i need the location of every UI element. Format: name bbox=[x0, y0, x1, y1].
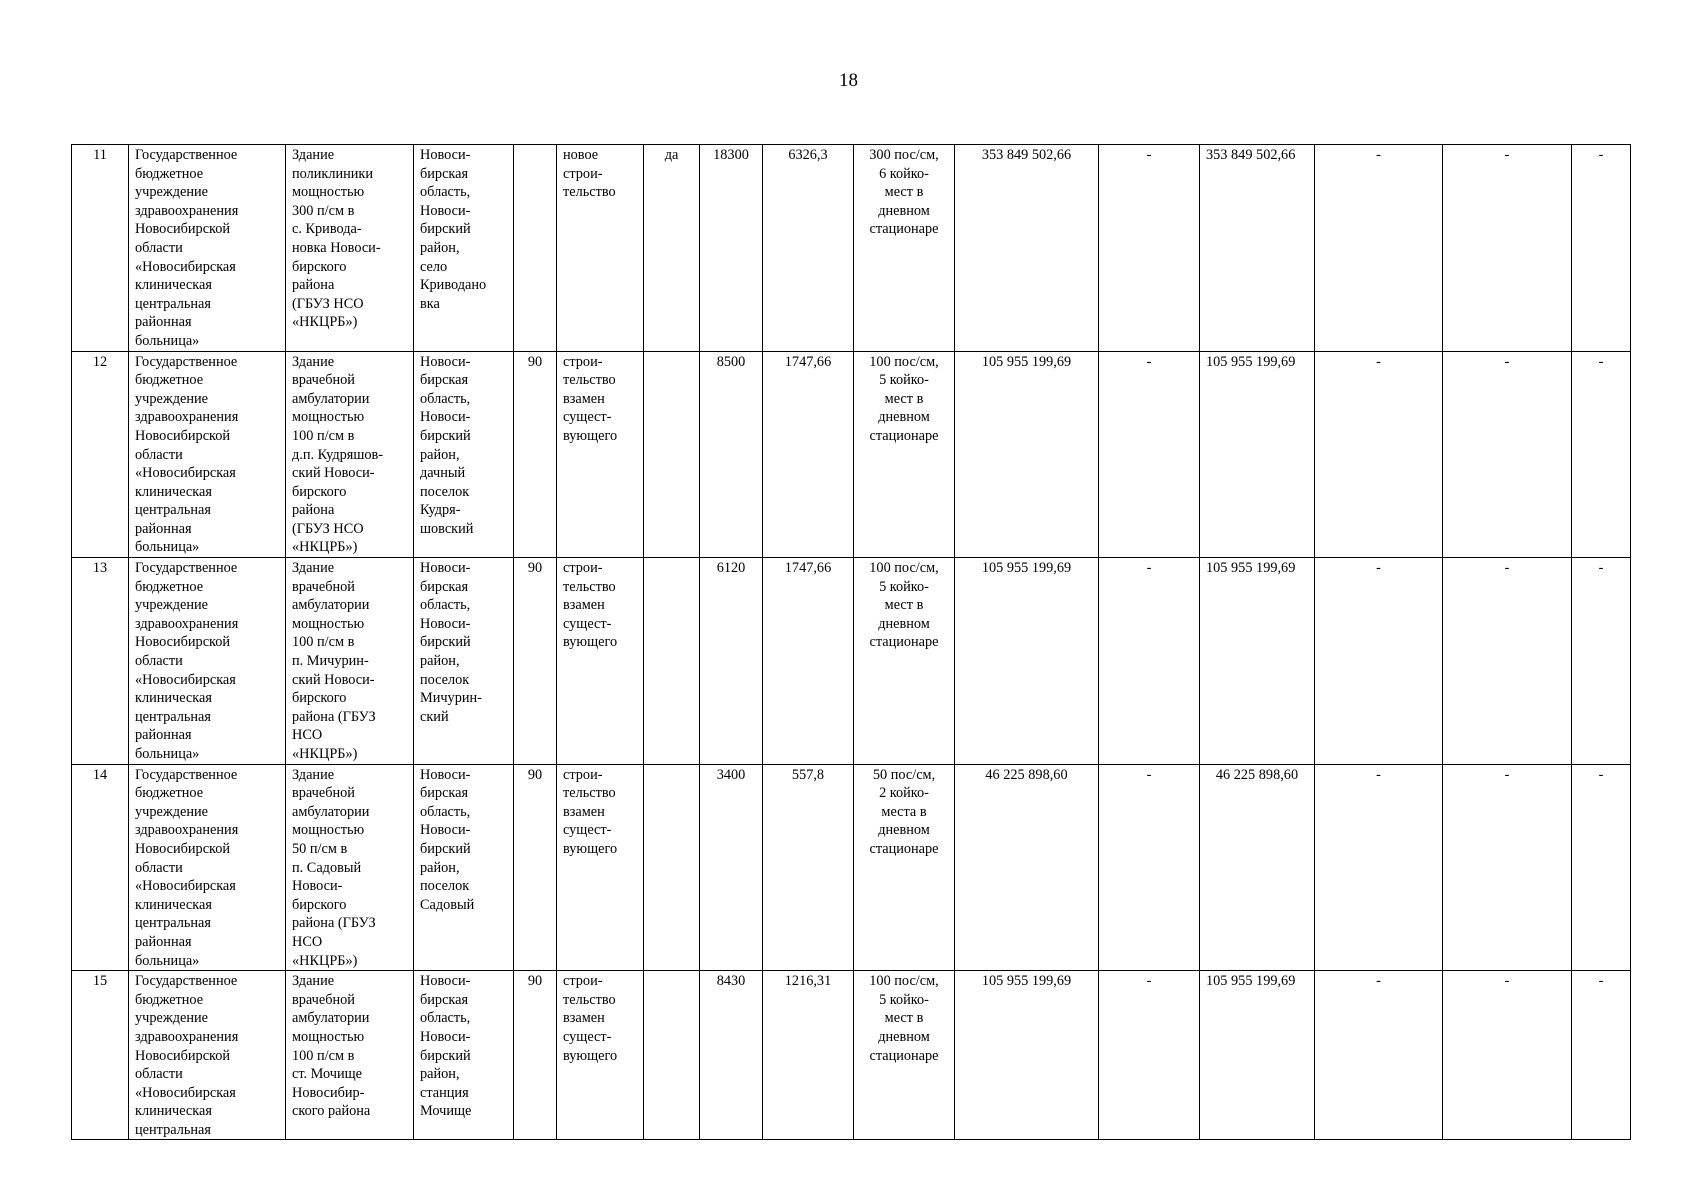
cost-cell: 3400 bbox=[700, 764, 763, 971]
construction-type-cell: строи- тельство взамен сущест- вующего bbox=[557, 351, 644, 558]
wear-cell bbox=[514, 145, 557, 352]
table-row bbox=[72, 764, 1631, 971]
wear-cell: 90 bbox=[514, 558, 557, 765]
area-cell: 1747,66 bbox=[763, 558, 854, 765]
object-cell: Здание врачебной амбулатории мощностью 100 п/см в д.п. Кудряшов- ский Новоси- бирского района (ГБУЗ НСО «НКЦРБ») bbox=[286, 351, 414, 558]
table-row bbox=[72, 558, 1631, 765]
capacity-cell: 100 пос/см, 5 койко- мест в дневном стационаре bbox=[854, 558, 955, 765]
table-row bbox=[72, 351, 1631, 558]
capacity-cell: 50 пос/см, 2 койко- места в дневном стационаре bbox=[854, 764, 955, 971]
institution-cell: Государственное бюджетное учреждение здравоохранения Новосибирской области «Новосибирская клиническая центральная районная больница» bbox=[129, 145, 286, 352]
page-number: 18 bbox=[839, 70, 858, 91]
funding-cell: - bbox=[1572, 971, 1631, 1140]
funding-cell: - bbox=[1572, 351, 1631, 558]
flag-cell bbox=[644, 558, 700, 765]
flag-cell: да bbox=[644, 145, 700, 352]
location-cell: Новоси- бирская область, Новоси- бирский район, дачный поселок Кудря- шовский bbox=[414, 351, 514, 558]
funding-cell: - bbox=[1315, 971, 1443, 1140]
cost-cell: 8430 bbox=[700, 971, 763, 1140]
object-cell: Здание врачебной амбулатории мощностью 100 п/см в ст. Мочище Новосибир- ского района bbox=[286, 971, 414, 1140]
funding-cell: 105 955 199,69 bbox=[1200, 971, 1315, 1140]
funding-cell: - bbox=[1099, 558, 1200, 765]
funding-cell: - bbox=[1572, 558, 1631, 765]
institution-cell: Государственное бюджетное учреждение здравоохранения Новосибирской области «Новосибирская клиническая центральная районная больница» bbox=[129, 764, 286, 971]
total-cell: 105 955 199,69 bbox=[955, 971, 1099, 1140]
wear-cell: 90 bbox=[514, 764, 557, 971]
funding-cell: - bbox=[1443, 351, 1572, 558]
funding-cell: - bbox=[1099, 764, 1200, 971]
funding-cell: - bbox=[1443, 558, 1572, 765]
funding-cell: - bbox=[1315, 764, 1443, 971]
total-cell: 46 225 898,60 bbox=[955, 764, 1099, 971]
funding-cell: 105 955 199,69 bbox=[1200, 351, 1315, 558]
object-cell: Здание врачебной амбулатории мощностью 100 п/см в п. Мичурин- ский Новоси- бирского района (ГБУЗ НСО «НКЦРБ») bbox=[286, 558, 414, 765]
funding-cell: - bbox=[1443, 145, 1572, 352]
funding-cell: - bbox=[1443, 764, 1572, 971]
investment-objects-table bbox=[71, 144, 1631, 1140]
construction-type-cell: новое строи- тельство bbox=[557, 145, 644, 352]
row-number: 11 bbox=[72, 145, 129, 352]
object-cell: Здание врачебной амбулатории мощностью 50 п/см в п. Садовый Новоси- бирского района (ГБУЗ НСО «НКЦРБ») bbox=[286, 764, 414, 971]
row-number: 12 bbox=[72, 351, 129, 558]
funding-cell: 105 955 199,69 bbox=[1200, 558, 1315, 765]
funding-cell: - bbox=[1315, 558, 1443, 765]
table-row bbox=[72, 971, 1631, 1140]
total-cell: 105 955 199,69 bbox=[955, 351, 1099, 558]
total-cell: 353 849 502,66 bbox=[955, 145, 1099, 352]
location-cell: Новоси- бирская область, Новоси- бирский район, поселок Садовый bbox=[414, 764, 514, 971]
funding-cell: - bbox=[1099, 351, 1200, 558]
area-cell: 1216,31 bbox=[763, 971, 854, 1140]
cost-cell: 6120 bbox=[700, 558, 763, 765]
table-row bbox=[72, 145, 1631, 352]
area-cell: 6326,3 bbox=[763, 145, 854, 352]
location-cell: Новоси- бирская область, Новоси- бирский район, поселок Мичурин- ский bbox=[414, 558, 514, 765]
funding-cell: - bbox=[1315, 351, 1443, 558]
construction-type-cell: строи- тельство взамен сущест- вующего bbox=[557, 764, 644, 971]
area-cell: 1747,66 bbox=[763, 351, 854, 558]
location-cell: Новоси- бирская область, Новоси- бирский район, село Криводано вка bbox=[414, 145, 514, 352]
row-number: 13 bbox=[72, 558, 129, 765]
cost-cell: 8500 bbox=[700, 351, 763, 558]
wear-cell: 90 bbox=[514, 971, 557, 1140]
object-cell: Здание поликлиники мощностью 300 п/см в с. Кривода- новка Новоси- бирского района (ГБУЗ НСО «НКЦРБ») bbox=[286, 145, 414, 352]
funding-cell: - bbox=[1443, 971, 1572, 1140]
area-cell: 557,8 bbox=[763, 764, 854, 971]
flag-cell bbox=[644, 351, 700, 558]
funding-cell: - bbox=[1572, 145, 1631, 352]
row-number: 15 bbox=[72, 971, 129, 1140]
capacity-cell: 100 пос/см, 5 койко- мест в дневном стационаре bbox=[854, 971, 955, 1140]
wear-cell: 90 bbox=[514, 351, 557, 558]
location-cell: Новоси- бирская область, Новоси- бирский район, станция Мочище bbox=[414, 971, 514, 1140]
flag-cell bbox=[644, 764, 700, 971]
funding-cell: 353 849 502,66 bbox=[1200, 145, 1315, 352]
institution-cell: Государственное бюджетное учреждение здравоохранения Новосибирской области «Новосибирская клиническая центральная районная больница» bbox=[129, 351, 286, 558]
institution-cell: Государственное бюджетное учреждение здравоохранения Новосибирской области «Новосибирская клиническая центральная районная больница» bbox=[129, 558, 286, 765]
funding-cell: - bbox=[1099, 971, 1200, 1140]
cost-cell: 18300 bbox=[700, 145, 763, 352]
funding-cell: - bbox=[1099, 145, 1200, 352]
institution-cell: Государственное бюджетное учреждение здравоохранения Новосибирской области «Новосибирская клиническая центральная bbox=[129, 971, 286, 1140]
flag-cell bbox=[644, 971, 700, 1140]
funding-cell: 46 225 898,60 bbox=[1200, 764, 1315, 971]
capacity-cell: 300 пос/см, 6 койко- мест в дневном стационаре bbox=[854, 145, 955, 352]
funding-cell: - bbox=[1315, 145, 1443, 352]
construction-type-cell: строи- тельство взамен сущест- вующего bbox=[557, 971, 644, 1140]
row-number: 14 bbox=[72, 764, 129, 971]
funding-cell: - bbox=[1572, 764, 1631, 971]
construction-type-cell: строи- тельство взамен сущест- вующего bbox=[557, 558, 644, 765]
capacity-cell: 100 пос/см, 5 койко- мест в дневном стационаре bbox=[854, 351, 955, 558]
total-cell: 105 955 199,69 bbox=[955, 558, 1099, 765]
